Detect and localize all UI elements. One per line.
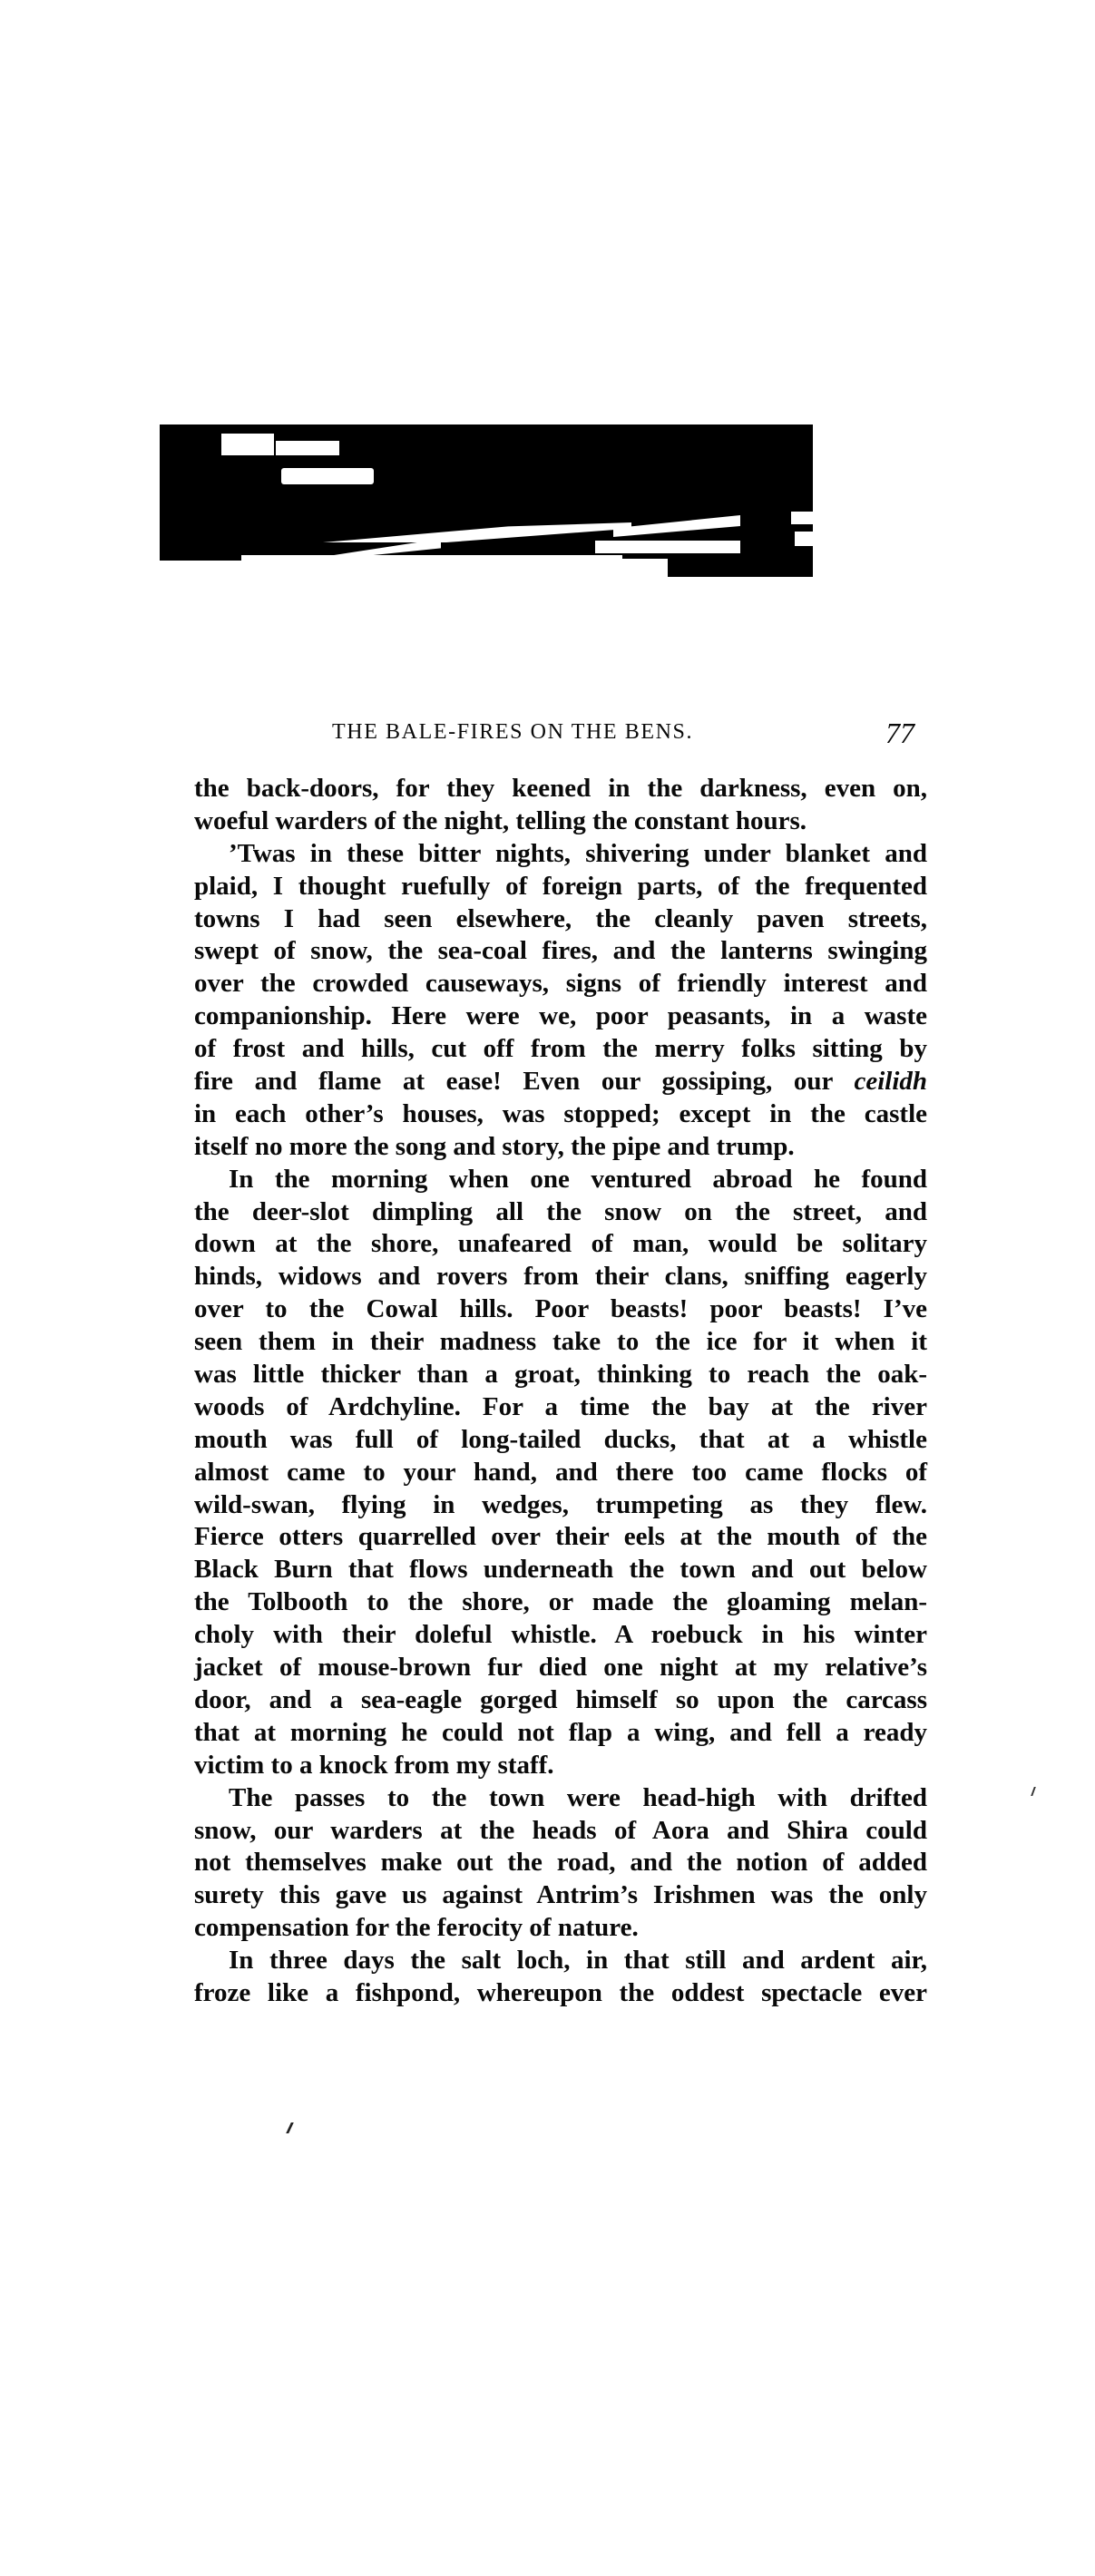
running-head (194, 717, 920, 753)
text-line: Black Burn that flows underneath the town and out below (194, 1555, 927, 1585)
text-line: that at morning he could not flap a wing, and fell a ready (194, 1717, 927, 1747)
text-line: not themselves make out the road, and the notion of added (194, 1848, 927, 1878)
text-line-start: fire and flame at ease! Even our gossiping, our (194, 1067, 833, 1097)
body-text (194, 773, 927, 2010)
text-line: snow, our warders at the heads of Aora and Shira could (194, 1815, 927, 1845)
text-line: Fierce otters quarrelled over their eels at the mouth of the (194, 1522, 927, 1552)
text-line: towns I had seen elsewhere, the cleanly paven streets, (194, 903, 927, 933)
text-line: in each other’s houses, was stopped; except in the castle (194, 1098, 927, 1128)
text-line (194, 1066, 927, 1098)
text-line: jacket of mouse-brown fur died one night at my relative’s (194, 1653, 927, 1683)
text-line: seen them in their madness take to the ice for it when it (194, 1327, 927, 1357)
text-line: over to the Cowal hills. Poor beasts! poor beasts! I’ve (194, 1294, 927, 1324)
text-line: wild-swan, flying in wedges, trumpeting as they flew. (194, 1489, 927, 1519)
text-line: almost came to your hand, and there too came flocks of (194, 1457, 927, 1487)
text-line: choly with their doleful whistle. A roebuck in his winter (194, 1620, 927, 1650)
text-line: ’Twas in these bitter nights, shivering under blanket and (229, 838, 927, 868)
text-line: mouth was full of long-tailed ducks, that at a whistle (194, 1424, 927, 1454)
text-line: swept of snow, the sea-coal fires, and the lanterns swinging (194, 936, 927, 966)
text-line: hinds, widows and rovers from their clans, sniffing eagerly (194, 1262, 927, 1292)
text-line: surety this gave us against Antrim’s Irishmen was the only (194, 1880, 927, 1910)
text-line: itself no more the song and story, the pipe and trump. (194, 1131, 795, 1161)
text-line: In the morning when one ventured abroad he found (229, 1164, 927, 1194)
text-line: down at the shore, unafeared of man, would be solitary (194, 1229, 927, 1259)
text-line: door, and a sea-eagle gorged himself so upon the carcass (194, 1684, 927, 1714)
text-line: the back-doors, for they keened in the darkness, even on, (194, 774, 927, 803)
text-line: of frost and hills, cut off from the merry folks sitting by (194, 1034, 927, 1064)
stray-mark (286, 2122, 298, 2133)
text-line: woods of Ardchyline. For a time the bay at the river (194, 1391, 927, 1421)
text-line: woeful warders of the night, telling the constant hours. (194, 805, 807, 835)
text-line: plaid, I thought ruefully of foreign parts, of the frequented (194, 871, 927, 901)
scan-artifact (160, 424, 813, 577)
text-line: the Tolbooth to the shore, or made the gloaming melan- (194, 1587, 927, 1617)
text-line: over the crowded causeways, signs of friendly interest and (194, 969, 927, 999)
text-line: In three days the salt loch, in that still and ardent air, (229, 1946, 927, 1976)
text-line: victim to a knock from my staff. (194, 1750, 554, 1780)
running-title: THE BALE-FIRES ON THE BENS. (332, 720, 694, 744)
text-line: the deer-slot dimpling all the snow on the street, and (194, 1196, 927, 1226)
stray-mark (1031, 1787, 1040, 1796)
text-line: was little thicker than a groat, thinking to reach the oak- (194, 1360, 927, 1390)
page-number: 77 (885, 717, 914, 749)
text-line: The passes to the town were head-high with drifted (229, 1782, 927, 1812)
text-line: companionship. Here were we, poor peasants, in a waste (194, 1001, 927, 1031)
text-line: compensation for the ferocity of nature. (194, 1913, 639, 1943)
italic-word: ceilidh (854, 1067, 928, 1097)
text-line: froze like a fishpond, whereupon the oddest spectacle ever (194, 1977, 927, 2007)
